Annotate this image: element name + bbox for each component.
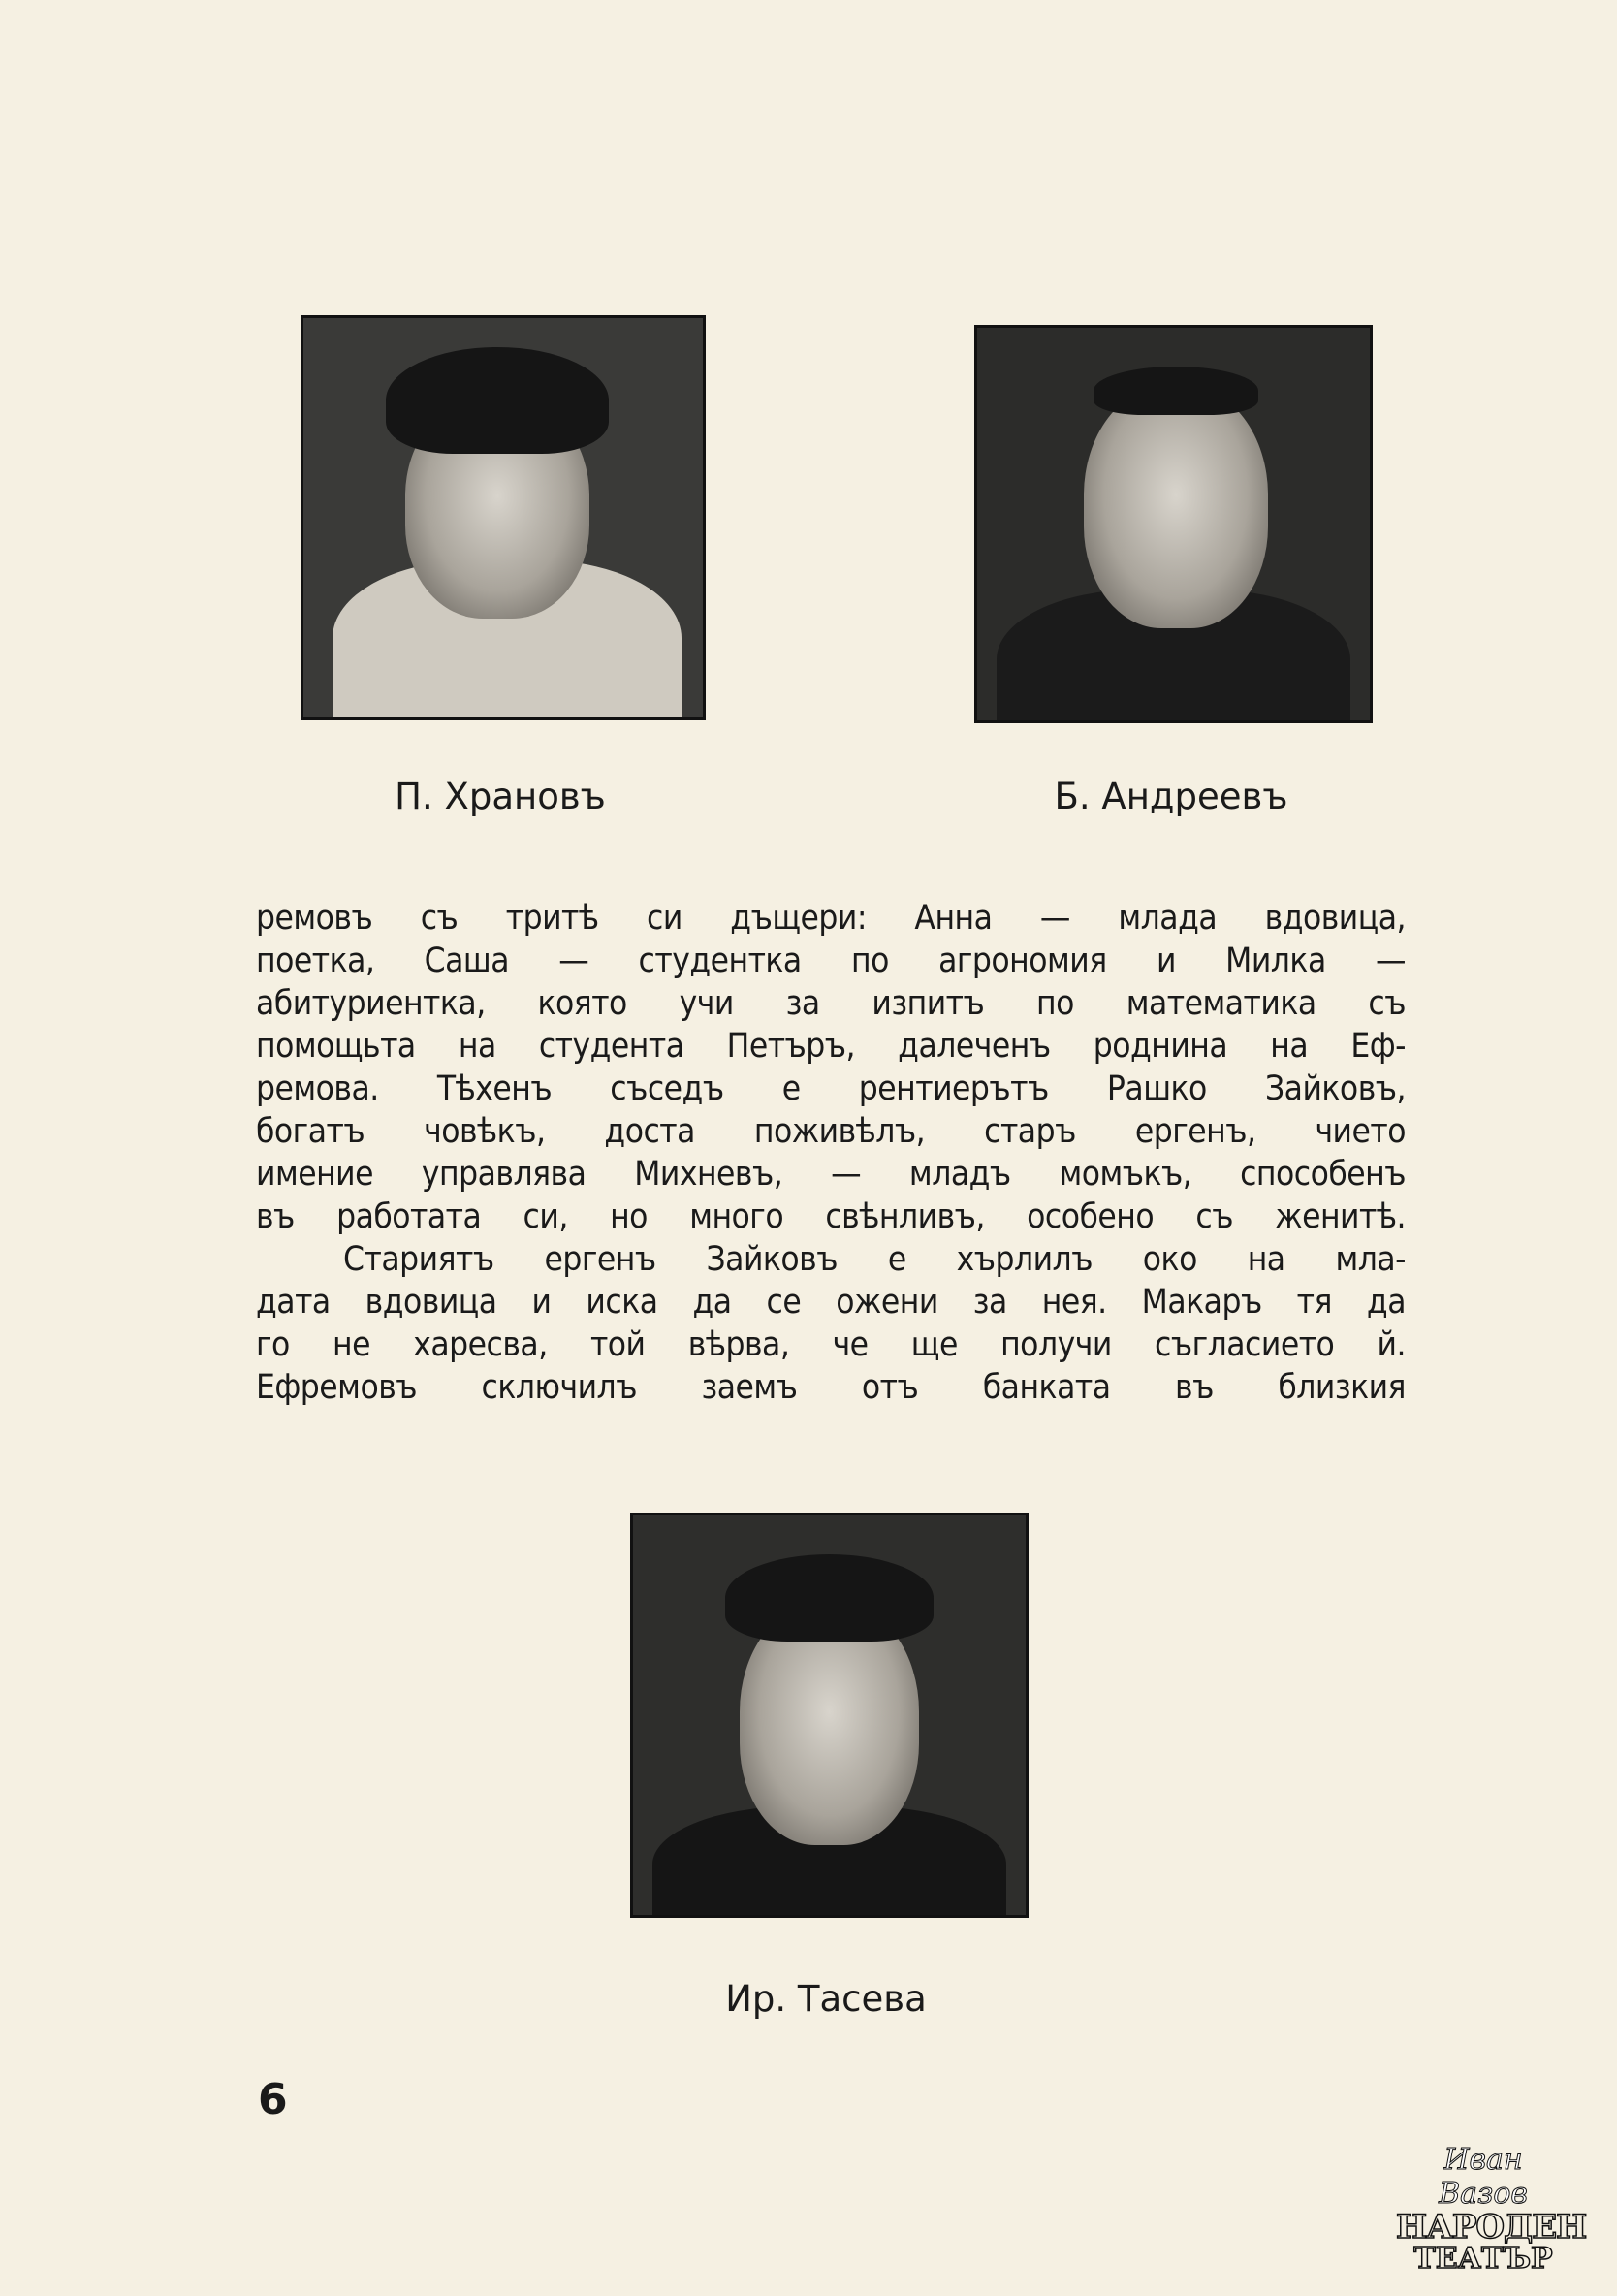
body-text (256, 897, 1406, 1409)
photo-hair (386, 347, 609, 454)
portrait-photo-hranov (301, 315, 706, 720)
portrait-photo-andreev (974, 325, 1373, 723)
text-line: ремовъ съ тритѣ си дъщери: Анна — млада вдовица, (256, 899, 1406, 938)
text-line: Ефремовъ сключилъ заемъ отъ банката въ близкия (256, 1368, 1406, 1407)
text-line: поетка, Саша — студентка по агрономия и Милка — (256, 941, 1406, 980)
text-line: го не харесва, той вѣрва, че ще получи съгласието й. (256, 1325, 1406, 1364)
logo-script: Иван Вазов (1439, 2143, 1528, 2211)
text-line: абитуриентка, която учи за изпитъ по математика съ (256, 984, 1406, 1023)
logo-line1: НАРОДЕН (1396, 2208, 1587, 2247)
text-line: имение управлява Михневъ, — младъ момъкъ, способенъ (256, 1155, 1406, 1194)
photo-caption: П. Храновъ (395, 776, 606, 817)
national-theatre-logo (1396, 2143, 1587, 2276)
portrait-photo-taseva (630, 1513, 1029, 1918)
photo-caption: Ир. Тасева (725, 1978, 927, 2020)
logo-line2: ТЕАТЪР (1413, 2242, 1553, 2276)
text-line: въ работата си, но много свѣнливъ, особено съ женитѣ. (256, 1197, 1406, 1236)
text-line: помощьта на студента Петъръ, далеченъ роднина на Еф- (256, 1027, 1406, 1066)
photo-hair (1094, 367, 1258, 415)
text-line: дата вдовица и иска да се ожени за нея. Макаръ тя да (256, 1283, 1406, 1322)
photo-face (1084, 386, 1268, 628)
text-line: Стариятъ ергенъ Зайковъ е хърлилъ око на мла- (343, 1240, 1406, 1279)
text-line: ремова. Тѣхенъ съседъ е рентиерътъ Рашко Зайковъ, (256, 1069, 1406, 1108)
photo-hair (725, 1554, 934, 1642)
photo-caption: Б. Андреевъ (1054, 776, 1288, 817)
text-line: богатъ човѣкъ, доста поживѣлъ, старъ ергенъ, чието (256, 1112, 1406, 1151)
page-number: 6 (258, 2075, 288, 2124)
